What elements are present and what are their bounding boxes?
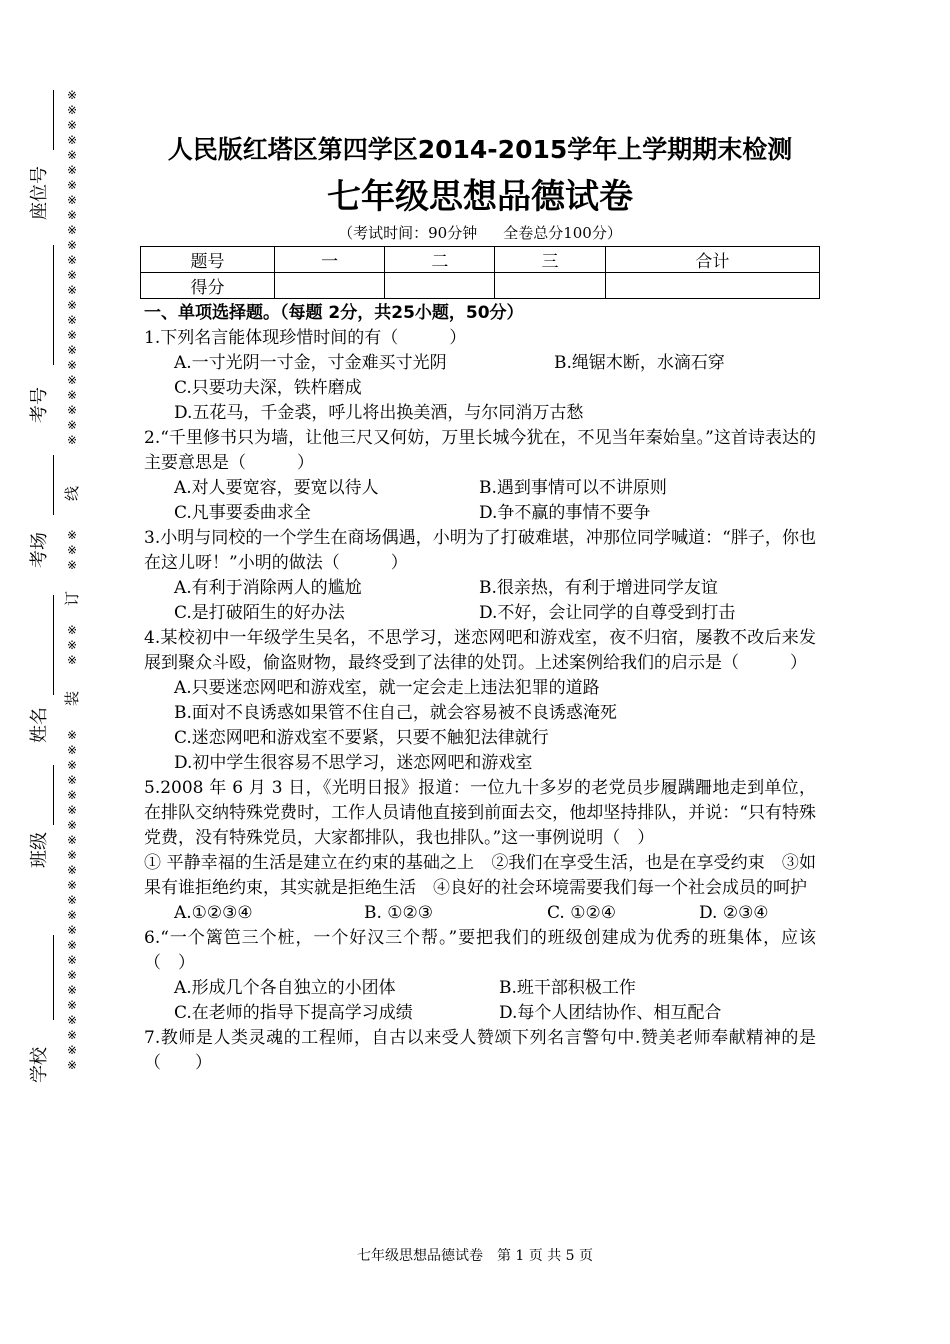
question-3-option-b: B.很亲热，有利于增进同学友谊 <box>479 578 718 598</box>
star-segment: ※※※※※※※※※※ <box>66 728 78 877</box>
section-1-title: 一、单项选择题。（每题 2分，共25小题，50分） <box>144 303 524 323</box>
question-6-option-a: A.形成几个各自独立的小团体 <box>174 978 396 998</box>
question-6-option-c: C.在老师的指导下提高学习成绩 <box>174 1003 413 1023</box>
question-1-option-d: D.五花马，千金裘，呼儿将出换美酒，与尔同消万古愁 <box>174 403 584 423</box>
question-2-options-row <box>144 501 816 526</box>
score-table-header: 题号 <box>141 247 275 273</box>
question-2-stem: 2.“千里修书只为墙，让他三尺又何妨，万里长城今犹在，不见当年秦始皇。”这首诗表达的主要意思是（ ） <box>144 428 816 473</box>
question-6-options-row <box>144 976 816 1001</box>
cut-word-bind: 订 <box>63 590 82 607</box>
question-2-option-c: C.凡事要委曲求全 <box>174 503 311 523</box>
score-table-header-row <box>141 247 820 273</box>
question-4-option-b: B.面对不良诱惑如果管不住自己，就会容易被不良诱惑淹死 <box>174 703 617 723</box>
question-1-options-row <box>144 351 816 376</box>
question-5-options-row <box>144 901 816 926</box>
cut-line-column <box>62 88 82 1078</box>
binding-margin-fields <box>20 85 60 1085</box>
score-row-label: 得分 <box>141 273 275 299</box>
score-cell[interactable] <box>605 273 819 299</box>
cut-word-line: 线 <box>63 485 82 502</box>
score-table-header: 合计 <box>605 247 819 273</box>
page-footer: 七年级思想品德试卷 第 1 页 共 5 页 <box>356 1248 594 1264</box>
score-table-header: 一 <box>275 247 385 273</box>
name-label: 姓名 <box>29 707 50 743</box>
score-cell[interactable] <box>275 273 385 299</box>
question-4-stem: 4.某校初中一年级学生吴名，不思学习，迷恋网吧和游戏室，夜不归宿，屡教不改后来发展到聚众斗殴，偷盗财物，最终受到了法律的处罚。上述案例给我们的启示是（ ） <box>144 628 816 673</box>
exam-room-label: 考场 <box>29 532 50 568</box>
question-3-stem: 3.小明与同校的一个学生在商场偶遇，小明为了打破难堪，冲那位同学喊道：“胖子，你也在这儿呀！”小明的做法（ ） <box>144 528 816 573</box>
subject-title: 七年级思想品德试卷 <box>327 177 633 217</box>
score-table-header: 三 <box>495 247 605 273</box>
question-3-options-row <box>144 601 816 626</box>
exam-total-score: 全卷总分100分） <box>503 224 622 242</box>
cut-word-pack: 装 <box>63 690 82 707</box>
question-7-stem: 7.教师是人类灵魂的工程师，自古以来受人赞颂下列名言警句中.赞美老师奉献精神的是（ ） <box>144 1028 816 1073</box>
question-3-option-d: D.不好，会让同学的自尊受到打击 <box>479 603 736 623</box>
question-3-option-c: C.是打破陌生的好办法 <box>174 603 345 623</box>
question-4-option-c: C.迷恋网吧和游戏室不要紧，只要不触犯法律就行 <box>174 728 549 748</box>
question-2-options-row <box>144 476 816 501</box>
star-segment: ※※※※※※※※※※ <box>66 88 78 237</box>
star-segment: ※※※※ <box>66 388 78 447</box>
question-5-option-d: D. ②③④ <box>699 903 769 923</box>
question-3-option-a: A.有利于消除两人的尴尬 <box>174 578 362 598</box>
question-1-option-a: A.一寸光阴一寸金，寸金难买寸光阴 <box>174 353 447 373</box>
question-5-stem: 5.2008 年 6 月 3 日，《光明日报》报道：一位九十多岁的老党员步履蹒跚地走到单位，在排队交纳特殊党费时，工作人员请他直接到前面去交，他却坚持排队，并说：“只有特殊党费，没有特殊党员，大家都排队，我也排队。”这一事例说明（ ） <box>144 778 816 848</box>
question-2-option-d: D.争不赢的事情不要争 <box>479 503 651 523</box>
exam-title: 人民版红塔区第四学区2014-2015学年上学期期末检测 <box>167 135 793 164</box>
question-2-option-a: A.对人要宽容，要宽以待人 <box>174 478 379 498</box>
star-segment: ※※※ <box>66 528 78 572</box>
question-6-stem: 6.“一个篱笆三个桩，一个好汉三个帮。”要把我们的班级创建成为优秀的班集体，应该 （ ） <box>144 928 833 973</box>
exam-room-field <box>20 445 60 585</box>
star-segment: ※※※※※※※※※※ <box>66 238 78 387</box>
score-table-header: 二 <box>385 247 495 273</box>
question-1-option-c: C.只要功夫深，铁杵磨成 <box>174 378 362 398</box>
seat-number-field <box>20 85 60 235</box>
name-field <box>20 595 60 745</box>
question-3-options-row <box>144 576 816 601</box>
class-field <box>20 765 60 925</box>
question-4-option-d: D.初中学生很容易不思学习，迷恋网吧和游戏室 <box>174 753 533 773</box>
exam-number-label: 考号 <box>29 387 50 423</box>
question-1-stem: 1.下列名言能体现珍惜时间的有（ ） <box>144 328 467 348</box>
score-table-score-row <box>141 273 820 299</box>
question-6-option-d: D.每个人团结协作、相互配合 <box>499 1003 722 1023</box>
question-5-option-c: C. ①②④ <box>547 903 616 923</box>
question-4-option-a: A.只要迷恋网吧和游戏室，就一定会走上违法犯罪的道路 <box>174 678 600 698</box>
seat-number-label: 座位号 <box>29 166 50 220</box>
score-cell[interactable] <box>385 273 495 299</box>
school-field <box>20 935 60 1095</box>
star-segment: ※※※ <box>66 623 78 667</box>
exam-content <box>144 128 833 1076</box>
question-1-option-b: B.绳锯木断，水滴石穿 <box>554 353 725 373</box>
exam-info <box>144 222 816 244</box>
question-5-option-a: A.①②③④ <box>174 903 253 923</box>
class-label: 班级 <box>29 832 50 868</box>
star-segment: ※※※※※※※※※※ <box>66 878 78 1027</box>
school-label: 学校 <box>29 1047 50 1083</box>
question-6-options-row <box>144 1001 816 1026</box>
star-segment: ※※※ <box>66 1028 78 1072</box>
score-table <box>140 246 820 299</box>
question-5-option-b: B. ①②③ <box>364 903 434 923</box>
exam-time: （考试时间：90分钟 <box>338 224 478 242</box>
question-2-option-b: B.遇到事情可以不讲原则 <box>479 478 667 498</box>
exam-number-field <box>20 235 60 425</box>
question-5-statements: ① 平静幸福的生活是建立在约束的基础之上 ②我们在享受生活，也是在享受约束 ③如果有谁拒绝约束，其实就是拒绝生活 ④良好的社会环境需要我们每一个社会成员的呵护 <box>144 853 816 898</box>
question-6-option-b: B.班干部积极工作 <box>499 978 636 998</box>
score-cell[interactable] <box>495 273 605 299</box>
